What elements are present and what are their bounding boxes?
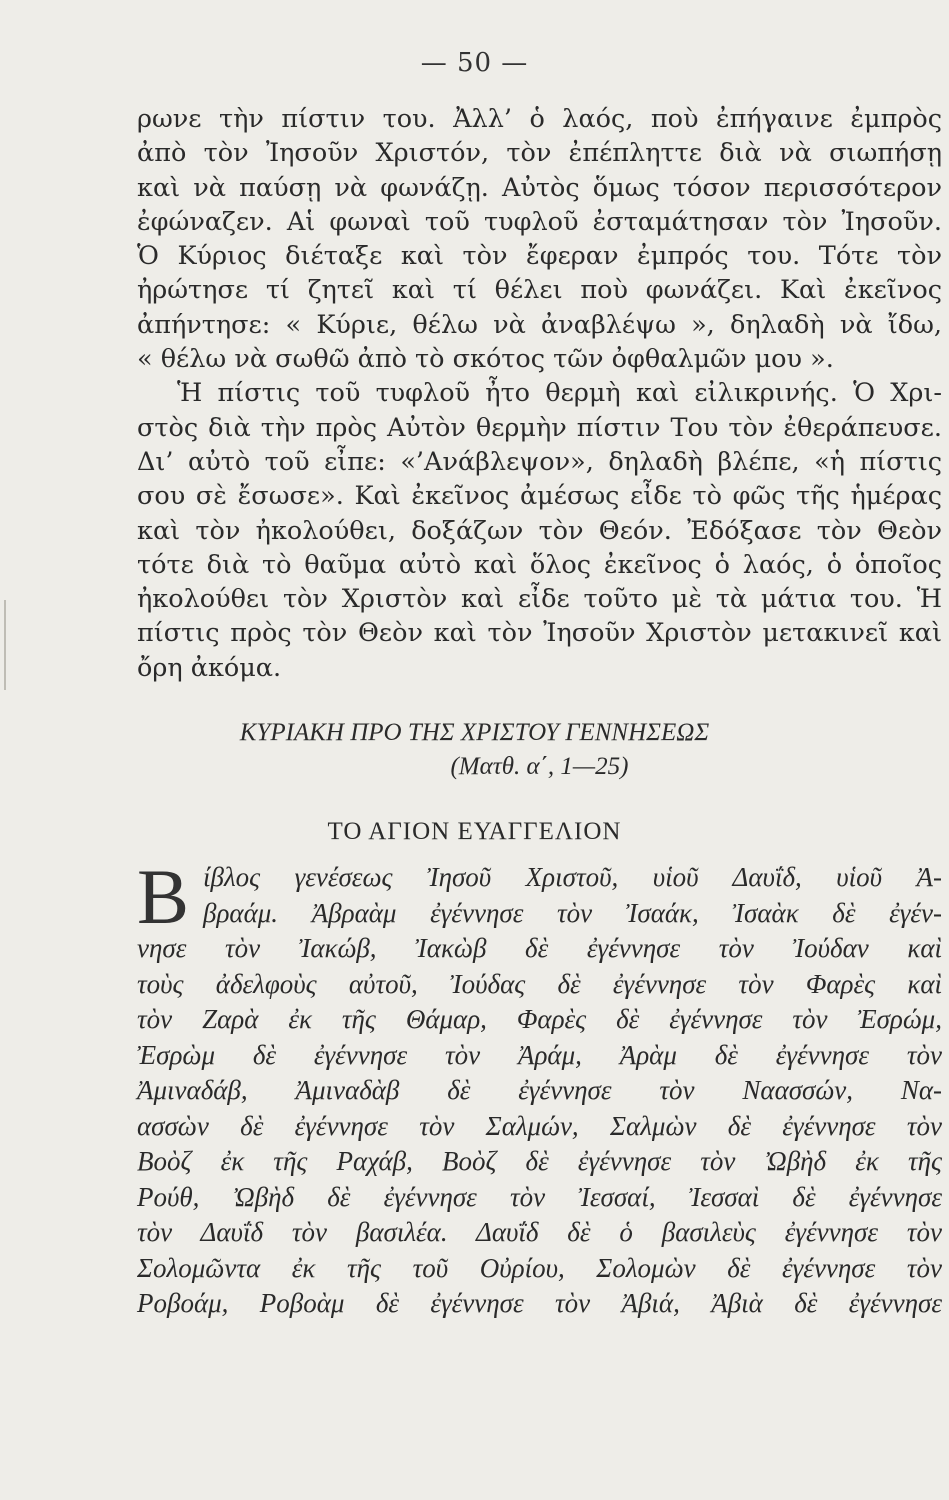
gospel-heading: ΤΟ ΑΓΙΟΝ ΕΥΑΓΓΕΛΙΟΝ <box>327 818 622 845</box>
reading-line: Ἀμιναδάβ, Ἀμιναδὰβ δὲ ἐγέννησε τὸν Ναασσών, Να- <box>137 1075 942 1105</box>
text-line: ἀπήντησε: « Κύριε, θέλω νὰ ἀναβλέψω », δηλαδὴ νὰ ἴδω, <box>137 309 942 340</box>
text-line: ὄρη ἀκόμα. <box>137 652 282 683</box>
reading-line: βραάμ. Ἀβραὰμ ἐγέννησε τὸν Ἰσαάκ, Ἰσαὰκ δὲ ἐγέν- <box>203 897 942 928</box>
scan-margin-mark <box>4 600 6 690</box>
reading-line: Βοὸζ ἐκ τῆς Ραχάβ, Βοὸζ δὲ ἐγέννησε τὸν Ὠβὴδ ἐκ τῆς <box>137 1146 942 1176</box>
section-title <box>0 716 949 784</box>
text-line: ἠκολούθει τὸν Χριστὸν καὶ εἶδε τοῦτο μὲ τὰ μάτια του. Ἡ <box>137 584 942 615</box>
text-line: σου σὲ ἔσωσε». Καὶ ἐκεῖνος ἀμέσως εἶδε τὸ φῶς τῆς ἡμέρας <box>137 481 942 512</box>
text-line: Δι’ αὐτὸ τοῦ εἶπε: «’Ανάβλεψον», δηλαδὴ βλέπε, «ἡ πίστις <box>137 446 942 477</box>
text-line: Ἡ πίστις τοῦ τυφλοῦ ἦτο θερμὴ καὶ εἰλικρινής. Ὁ Χρι- <box>177 378 942 409</box>
sunday-title: ΚΥΡΙΑΚΗ ΠΡΟ ΤΗΣ ΧΡΙΣΤΟΥ ΓΕΝΝΗΣΕΩΣ <box>239 719 710 746</box>
text-line: πίστις πρὸς τὸν Θεὸν καὶ τὸν Ἰησοῦν Χριστὸν μετακινεῖ καὶ <box>137 618 942 649</box>
text-line: τότε διὰ τὸ θαῦμα αὐτὸ καὶ ὅλος ἐκεῖνος ὁ λαός, ὁ ὁποῖος <box>137 549 942 580</box>
text-line: Ὁ Κύριος διέταξε καὶ τὸν ἔφεραν ἐμπρός του. Τότε τὸν <box>137 241 942 272</box>
paragraph-blind-man <box>137 102 942 685</box>
text-line: ἀπὸ τὸν Ἰησοῦν Χριστόν, τὸν ἐπέπληττε διὰ νὰ σιωπήσῃ <box>137 138 942 169</box>
reading-line: τὸν Δαυΐδ τὸν βασιλέα. Δαυΐδ δὲ ὁ βασιλεὺς ἐγέννησε τὸν <box>137 1217 942 1247</box>
text-line: καὶ νὰ παύσῃ νὰ φωνάζῃ. Αὐτὸς ὅμως τόσον περισσότερον <box>137 172 942 203</box>
reading-line: Ρούθ, Ὠβὴδ δὲ ἐγέννησε τὸν Ἰεσσαί, Ἰεσσαὶ δὲ ἐγέννησε <box>137 1181 942 1212</box>
reading-line: νησε τὸν Ἰακώβ, Ἰακὼβ δὲ ἐγέννησε τὸν Ἰούδαν καὶ <box>137 933 942 963</box>
scripture-reference: (Ματθ. α΄, 1—25) <box>450 753 629 780</box>
gospel-reading <box>137 853 942 1322</box>
drop-cap: Β <box>137 853 190 940</box>
text-line: καὶ τὸν ἠκολούθει, δοξάζων τὸν Θεόν. Ἐδόξασε τὸν Θεὸν <box>137 515 942 546</box>
text-line: ρωνε τὴν πίστιν του. Ἀλλ’ ὁ λαός, ποὺ ἐπήγαινε ἐμπρὸς <box>137 104 942 134</box>
reading-line: τὸν Ζαρὰ ἐκ τῆς Θάμαρ, Φαρὲς δὲ ἐγέννησε τὸν Ἐσρώμ, <box>137 1004 942 1034</box>
text-line: ἠρώτησε τί ζητεῖ καὶ τί θέλει ποὺ φωνάζει. Καὶ ἐκεῖνος <box>137 275 942 306</box>
reading-line: ίβλος γενέσεως Ἰησοῦ Χριστοῦ, υἱοῦ Δαυΐδ, υἱοῦ Ἀ- <box>203 862 942 892</box>
reading-line: Σολομῶντα ἐκ τῆς τοῦ Οὐρίου, Σολομὼν δὲ ἐγέννησε τὸν <box>137 1252 942 1283</box>
page-number: — 50 — <box>420 48 529 78</box>
text-line: ἐφώναζεν. Αἱ φωναὶ τοῦ τυφλοῦ ἐσταμάτησαν τὸν Ἰησοῦν. <box>137 206 942 237</box>
reading-line: τοὺς ἀδελφοὺς αὐτοῦ, Ἰούδας δὲ ἐγέννησε τὸν Φαρὲς καὶ <box>137 968 942 999</box>
text-line: στὸς διὰ τὴν πρὸς Αὐτὸν θερμὴν πίστιν Του τὸν ἐθεράπευσε. <box>137 412 942 443</box>
reading-line: Ἐσρὼμ δὲ ἐγέννησε τὸν Ἀράμ, Ἀρὰμ δὲ ἐγέννησε τὸν <box>137 1039 942 1070</box>
reading-line: Ροβοάμ, Ροβοὰμ δὲ ἐγέννησε τὸν Ἀβιά, Ἀβιὰ δὲ ἐγέννησε <box>137 1288 942 1318</box>
text-line: « θέλω νὰ σωθῶ ἀπὸ τὸ σκότος τῶν ὀφθαλμῶν μου ». <box>137 344 834 375</box>
reading-line: ασσὼν δὲ ἐγέννησε τὸν Σαλμών, Σαλμὼν δὲ ἐγέννησε τὸν <box>137 1110 942 1141</box>
